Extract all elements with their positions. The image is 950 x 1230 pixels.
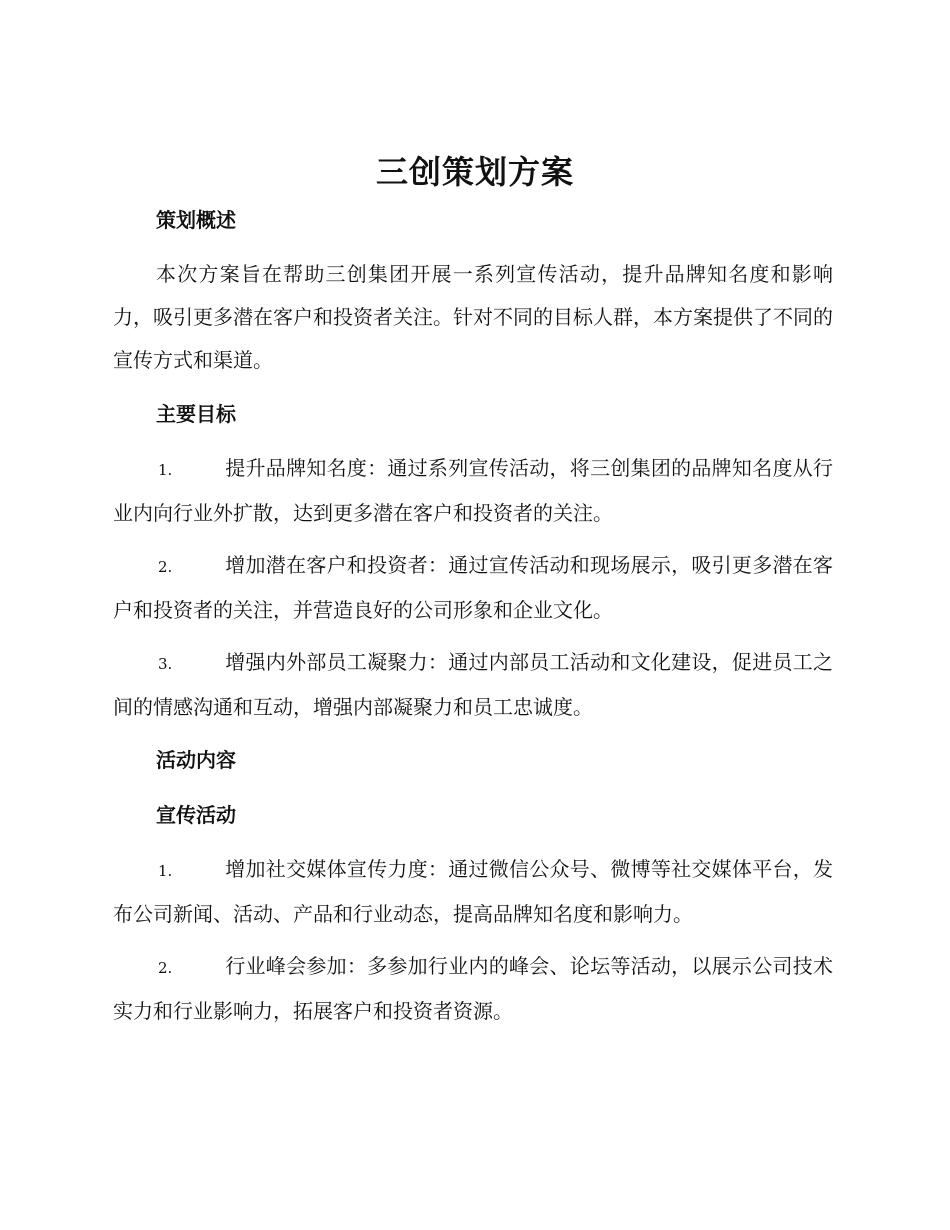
list-number: 1. <box>158 862 173 880</box>
section-heading-goals: 主要目标 <box>156 402 236 426</box>
list-number: 2. <box>158 959 173 977</box>
list-item-text: 增加社交媒体宣传力度：通过微信公众号、微博等社交媒体平台，发布公司新闻、活动、产品和行业动态，提高品牌知名度和影响力。 <box>113 857 833 926</box>
section-heading-activities: 活动内容 <box>156 748 236 772</box>
goal-item-1 <box>113 447 833 535</box>
section-heading-promotion: 宣传活动 <box>156 803 236 827</box>
promotion-item-1 <box>113 848 833 936</box>
overview-paragraph: 本次方案旨在帮助三创集团开展一系列宣传活动，提升品牌知名度和影响力，吸引更多潜在客户和投资者关注。针对不同的目标人群，本方案提供了不同的宣传方式和渠道。 <box>113 262 833 372</box>
list-item-text: 行业峰会参加：多参加行业内的峰会、论坛等活动，以展示公司技术实力和行业影响力，拓展客户和投资者资源。 <box>113 954 833 1023</box>
list-number: 1. <box>158 461 173 479</box>
document-title: 三创策划方案 <box>375 153 574 191</box>
list-item-text: 提升品牌知名度：通过系列宣传活动，将三创集团的品牌知名度从行业内向行业外扩散，达到更多潜在客户和投资者的关注。 <box>113 456 833 525</box>
list-number: 3. <box>158 655 173 673</box>
list-item-text: 增加潜在客户和投资者：通过宣传活动和现场展示，吸引更多潜在客户和投资者的关注，并营造良好的公司形象和企业文化。 <box>113 553 833 622</box>
list-item-text: 增强内外部员工凝聚力：通过内部员工活动和文化建设，促进员工之间的情感沟通和互动，增强内部凝聚力和员工忠诚度。 <box>113 650 833 719</box>
section-heading-overview: 策划概述 <box>156 208 236 232</box>
list-number: 2. <box>158 558 173 576</box>
promotion-item-2 <box>113 945 833 1033</box>
goal-item-2 <box>113 544 833 632</box>
goal-item-3 <box>113 641 833 729</box>
